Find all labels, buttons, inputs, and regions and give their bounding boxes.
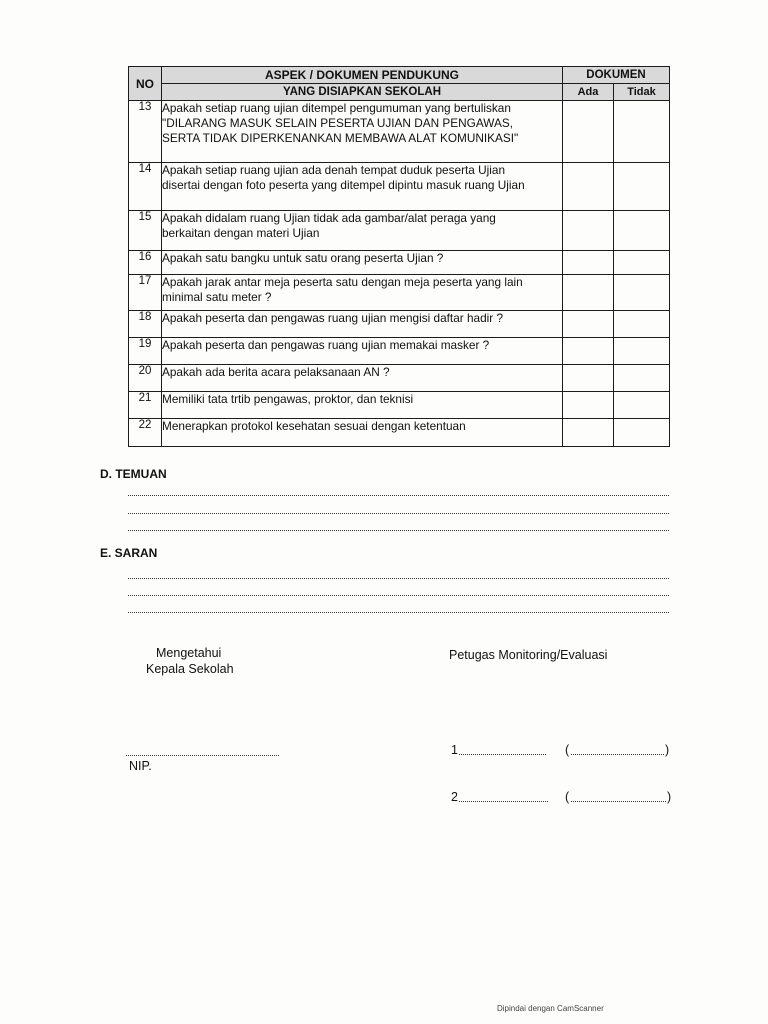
- temuan-title: D. TEMUAN: [100, 467, 167, 481]
- tidak-checkbox-cell[interactable]: [614, 311, 670, 338]
- header-aspek-sub: YANG DISIAPKAN SEKOLAH: [162, 84, 563, 101]
- question-line: Apakah peserta dan pengawas ruang ujian memakai masker ?: [162, 338, 490, 352]
- table-header-row-2: [129, 84, 670, 101]
- row-number: 15: [129, 211, 162, 251]
- tidak-checkbox-cell[interactable]: [614, 338, 670, 365]
- row-number: 17: [129, 275, 162, 311]
- question-line: "DILARANG MASUK SELAIN PESERTA UJIAN DAN PENGAWAS,: [162, 116, 513, 130]
- row-number: 19: [129, 338, 162, 365]
- officer-2-signature-line[interactable]: [459, 801, 548, 802]
- row-question: [162, 365, 563, 392]
- question-line: berkaitan dengan materi Ujian: [162, 226, 320, 240]
- ada-checkbox-cell[interactable]: [563, 419, 614, 447]
- temuan-line-1[interactable]: [128, 495, 669, 496]
- officer-2-number: 2: [451, 790, 458, 804]
- table-row: [129, 101, 670, 163]
- row-question: [162, 311, 563, 338]
- sig-mengetahui: Mengetahui: [156, 646, 222, 660]
- table-row: [129, 311, 670, 338]
- row-question: [162, 251, 563, 275]
- row-question: [162, 275, 563, 311]
- table-row: [129, 275, 670, 311]
- row-number: 18: [129, 311, 162, 338]
- table-header-row-1: [129, 67, 670, 84]
- question-line: Apakah setiap ruang ujian ditempel pengumuman yang bertuliskan: [162, 101, 511, 115]
- checklist-table: [128, 66, 670, 447]
- table-row: [129, 211, 670, 251]
- question-line: Memiliki tata trtib pengawas, proktor, dan teknisi: [162, 392, 414, 406]
- saran-line-3[interactable]: [128, 612, 669, 613]
- principal-signature-line[interactable]: [126, 755, 279, 756]
- officer-2-close-paren: ): [667, 790, 672, 804]
- header-aspek: ASPEK / DOKUMEN PENDUKUNG: [162, 67, 563, 84]
- table-row: [129, 338, 670, 365]
- temuan-line-2[interactable]: [128, 513, 669, 514]
- question-line: Apakah peserta dan pengawas ruang ujian mengisi daftar hadir ?: [162, 311, 504, 325]
- checklist-body: [129, 101, 670, 447]
- ada-checkbox-cell[interactable]: [563, 311, 614, 338]
- row-question: [162, 392, 563, 419]
- ada-checkbox-cell[interactable]: [563, 365, 614, 392]
- officer-2-open-paren: (: [565, 790, 570, 804]
- row-number: 20: [129, 365, 162, 392]
- question-line: Apakah setiap ruang ujian ada denah tempat duduk peserta Ujian: [162, 163, 506, 177]
- row-number: 14: [129, 163, 162, 211]
- tidak-checkbox-cell[interactable]: [614, 365, 670, 392]
- officer-1-signature-line[interactable]: [459, 754, 546, 755]
- question-line: Apakah satu bangku untuk satu orang peserta Ujian ?: [162, 251, 444, 265]
- question-line: minimal satu meter ?: [162, 290, 272, 304]
- row-question: [162, 211, 563, 251]
- table-row: [129, 365, 670, 392]
- tidak-checkbox-cell[interactable]: [614, 392, 670, 419]
- question-line: Apakah jarak antar meja peserta satu dengan meja peserta yang lain: [162, 275, 523, 289]
- temuan-line-3[interactable]: [128, 530, 669, 531]
- officer-1-close-paren: ): [665, 743, 670, 757]
- sig-petugas-title: Petugas Monitoring/Evaluasi: [449, 648, 608, 662]
- question-line: Apakah ada berita acara pelaksanaan AN ?: [162, 365, 390, 379]
- ada-checkbox-cell[interactable]: [563, 251, 614, 275]
- ada-checkbox-cell[interactable]: [563, 275, 614, 311]
- tidak-checkbox-cell[interactable]: [614, 163, 670, 211]
- officer-1-name-line[interactable]: [571, 754, 664, 755]
- row-number: 21: [129, 392, 162, 419]
- question-line: SERTA TIDAK DIPERKENANKAN MEMBAWA ALAT KOMUNIKASI": [162, 131, 519, 145]
- tidak-checkbox-cell[interactable]: [614, 251, 670, 275]
- row-number: 16: [129, 251, 162, 275]
- ada-checkbox-cell[interactable]: [563, 163, 614, 211]
- ada-checkbox-cell[interactable]: [563, 211, 614, 251]
- header-dokumen: DOKUMEN: [563, 67, 670, 84]
- saran-line-2[interactable]: [128, 595, 669, 596]
- header-no: NO: [129, 67, 162, 101]
- table-row: [129, 163, 670, 211]
- row-question: [162, 163, 563, 211]
- table-row: [129, 392, 670, 419]
- sig-nip-label: NIP.: [129, 759, 152, 773]
- table-row: [129, 251, 670, 275]
- ada-checkbox-cell[interactable]: [563, 392, 614, 419]
- header-ada: Ada: [563, 84, 614, 101]
- table-row: [129, 419, 670, 447]
- officer-1-number: 1: [451, 743, 458, 757]
- row-question: [162, 338, 563, 365]
- tidak-checkbox-cell[interactable]: [614, 211, 670, 251]
- question-line: Menerapkan protokol kesehatan sesuai dengan ketentuan: [162, 419, 466, 433]
- row-question: [162, 419, 563, 447]
- ada-checkbox-cell[interactable]: [563, 338, 614, 365]
- question-line: disertai dengan foto peserta yang ditempel dipintu masuk ruang Ujian: [162, 178, 525, 192]
- saran-title: E. SARAN: [100, 546, 158, 560]
- row-number: 13: [129, 101, 162, 163]
- ada-checkbox-cell[interactable]: [563, 101, 614, 163]
- saran-line-1[interactable]: [128, 578, 669, 579]
- row-question: [162, 101, 563, 163]
- tidak-checkbox-cell[interactable]: [614, 419, 670, 447]
- tidak-checkbox-cell[interactable]: [614, 275, 670, 311]
- tidak-checkbox-cell[interactable]: [614, 101, 670, 163]
- header-tidak: Tidak: [614, 84, 670, 101]
- officer-2-name-line[interactable]: [571, 801, 666, 802]
- row-number: 22: [129, 419, 162, 447]
- sig-kepala-sekolah: Kepala Sekolah: [146, 662, 234, 676]
- question-line: Apakah didalam ruang Ujian tidak ada gambar/alat peraga yang: [162, 211, 496, 225]
- scanner-footer: Dipindai dengan CamScanner: [497, 1004, 604, 1013]
- officer-1-open-paren: (: [565, 743, 570, 757]
